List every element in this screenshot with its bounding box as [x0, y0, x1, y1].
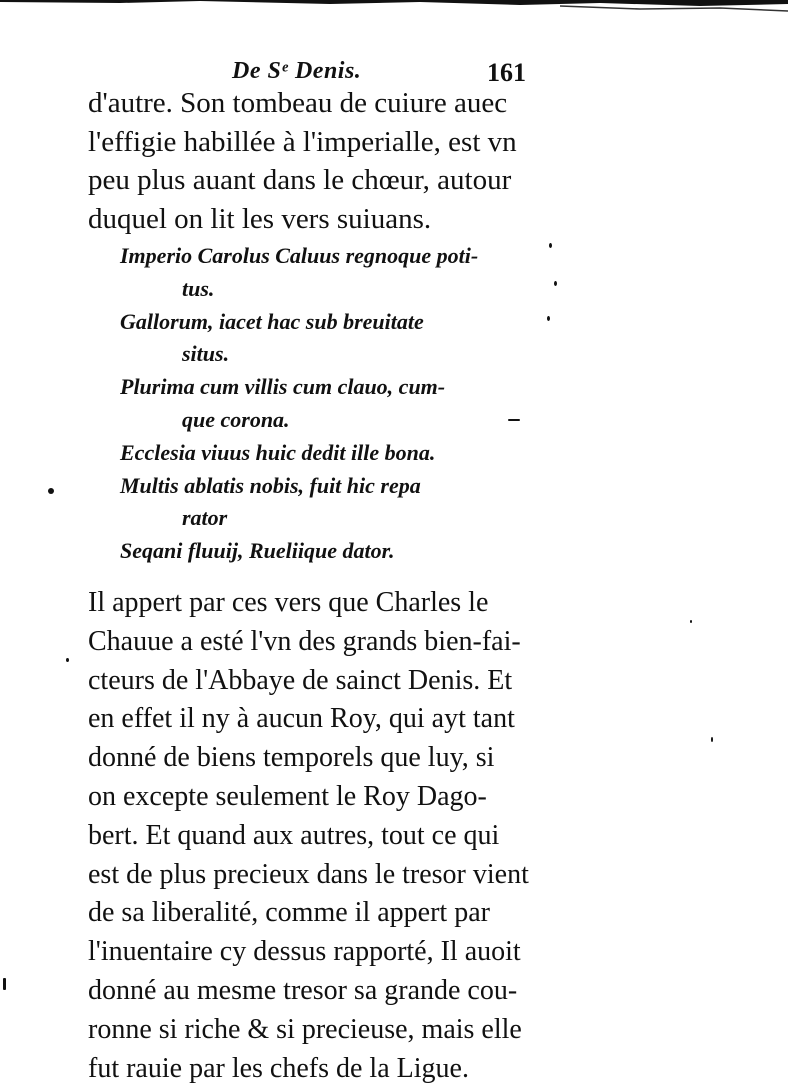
ink-speck: [690, 620, 692, 623]
text-line: en effet il ny à aucun Roy, qui ayt tant: [88, 703, 515, 735]
text-line: donné au mesme tresor sa grande cou-: [88, 974, 518, 1006]
verse-line: Multis ablatis nobis, fuit hic repa: [120, 472, 421, 498]
ink-speck: [711, 737, 713, 742]
verse-line: que corona.: [182, 406, 290, 432]
text-line: l'inuentaire cy dessus rapporté, Il auoit: [88, 936, 521, 968]
text-line: bert. Et quand aux autres, tout ce qui: [88, 819, 500, 851]
text-line: de sa liberalité, comme il appert par: [88, 897, 490, 929]
text-line: l'effigie habillée à l'imperialle, est vn: [88, 125, 517, 158]
text-line: on excepte seulement le Roy Dago-: [88, 780, 487, 812]
paragraph-intro: [88, 84, 548, 238]
paragraph-commentary: [88, 584, 548, 1088]
verse-line: Plurima cum villis cum clauo, cum-: [120, 374, 446, 400]
text-line: d'autre. Son tombeau de cuiure auec: [88, 87, 508, 119]
ink-speck: [3, 978, 6, 990]
verse-line: Seqani fluuij, Rueliique dator.: [120, 538, 395, 564]
text-line: Il appert par ces vers que Charles le: [88, 587, 489, 618]
epitaph-verses: [120, 240, 550, 568]
text-line: fut rauie par les chefs de la Ligue.: [88, 1052, 469, 1084]
page-top-edge: [0, 0, 788, 14]
ink-speck: [549, 243, 552, 248]
page-number: 161: [487, 58, 526, 87]
verse-line: Ecclesia viuus huic dedit ille bona.: [120, 439, 436, 465]
text-line: ronne si riche & si precieuse, mais elle: [88, 1013, 522, 1045]
text-line: Chauue a esté l'vn des grands bien-fai-: [88, 625, 521, 657]
text-line: cteurs de l'Abbaye de sainct Denis. Et: [88, 664, 513, 696]
ink-speck: [547, 316, 550, 321]
ink-speck: [508, 419, 520, 421]
text-line: peu plus auant dans le chœur, autour: [88, 164, 512, 196]
verse-line: Imperio Carolus Caluus regnoque poti-: [120, 243, 479, 268]
text-line: donné de biens temporels que luy, si: [88, 742, 495, 774]
text-line: est de plus precieux dans le tresor vient: [88, 858, 529, 890]
verse-line: situs.: [182, 341, 230, 367]
verse-line: rator: [182, 505, 228, 531]
text-line: duquel on lit les vers suiuans.: [88, 202, 432, 235]
verse-line: tus.: [182, 275, 215, 301]
ink-speck: [66, 658, 69, 662]
verse-line: Gallorum, iacet hac sub breuitate: [120, 308, 424, 334]
ink-speck: [554, 281, 557, 286]
ink-speck: [48, 488, 54, 494]
running-title: De Sᵉ Denis.: [232, 58, 362, 84]
